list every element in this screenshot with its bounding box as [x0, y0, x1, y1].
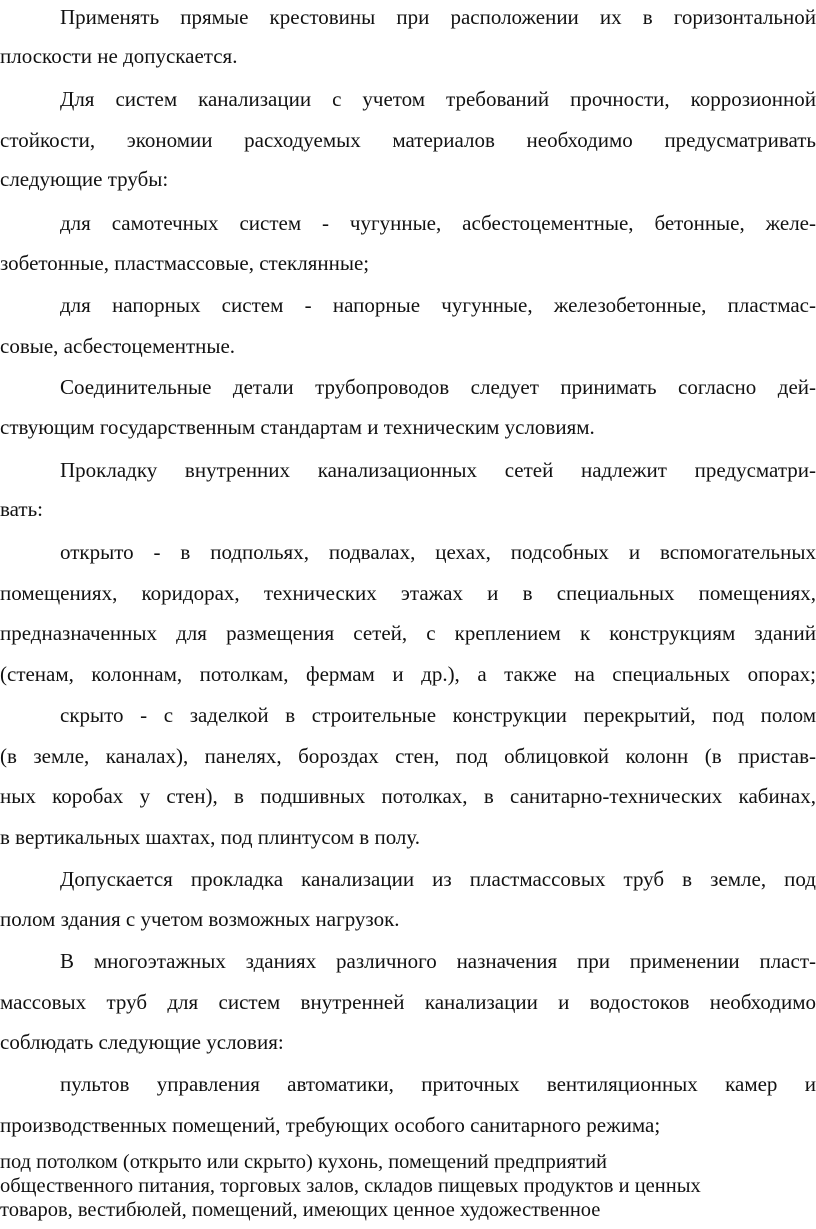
text-line: производственных помещений, требующих особого санитарного режима;: [0, 1113, 661, 1137]
text-line: стойкости, экономии расходуемых материалов необходимо предусматривать: [0, 128, 816, 152]
text-line: в вертикальных шахтах, под плинтусом в полу.: [0, 825, 421, 849]
text-line: Прокладку внутренних канализационных сетей надлежит предусматри-: [60, 458, 816, 482]
text-line: следующие трубы:: [0, 167, 169, 191]
text-line: Соединительные детали трубопроводов следует принимать согласно дей-: [60, 375, 816, 399]
text-line: товаров, вестибюлей, помещений, имеющих ценное художественное: [0, 1199, 601, 1221]
text-line: зобетонные, пластмассовые, стеклянные;: [0, 251, 370, 275]
text-line: В многоэтажных зданиях различного назначения при применении пласт-: [60, 949, 816, 973]
text-line: для самотечных систем - чугунные, асбестоцементные, бетонные, желе-: [60, 211, 816, 235]
text-line: ных коробах у стен), в подшивных потолках, в санитарно-технических кабинах,: [0, 784, 816, 808]
text-line: Для систем канализации с учетом требований прочности, коррозионной: [60, 87, 816, 111]
text-line: совые, асбестоцементные.: [0, 334, 236, 358]
text-line: соблюдать следующие условия:: [0, 1030, 284, 1054]
text-line: для напорных систем - напорные чугунные, железобетонные, пластмас-: [60, 293, 816, 317]
text-line: открыто - в подпольях, подвалах, цехах, подсобных и вспомогательных: [60, 540, 816, 564]
text-line: общественного питания, торговых залов, складов пищевых продуктов и ценных: [0, 1175, 701, 1197]
text-line: под потолком (открыто или скрыто) кухонь, помещений предприятий: [0, 1151, 608, 1173]
text-line: (в земле, каналах), панелях, бороздах стен, под облицовкой колонн (в пристав-: [0, 744, 816, 768]
text-line: помещениях, коридорах, технических этажах и в специальных помещениях,: [0, 581, 816, 605]
text-line: пультов управления автоматики, приточных вентиляционных камер и: [60, 1072, 816, 1096]
text-line: Применять прямые крестовины при расположении их в горизонтальной: [60, 5, 816, 29]
text-line: вать:: [0, 497, 44, 521]
text-line: предназначенных для размещения сетей, с креплением к конструкциям зданий: [0, 621, 816, 645]
text-line: массовых труб для систем внутренней канализации и водостоков необходимо: [0, 990, 816, 1014]
text-line: плоскости не допускается.: [0, 44, 238, 68]
text-line: (стенам, колоннам, потолкам, фермам и др.), а также на специальных опорах;: [0, 662, 816, 686]
text-line: скрыто - с заделкой в строительные конструкции перекрытий, под полом: [60, 703, 816, 727]
text-line: ствующим государственным стандартам и техническим условиям.: [0, 415, 595, 439]
text-line: Допускается прокладка канализации из пластмассовых труб в земле, под: [60, 867, 816, 891]
text-line: полом здания с учетом возможных нагрузок.: [0, 907, 400, 931]
